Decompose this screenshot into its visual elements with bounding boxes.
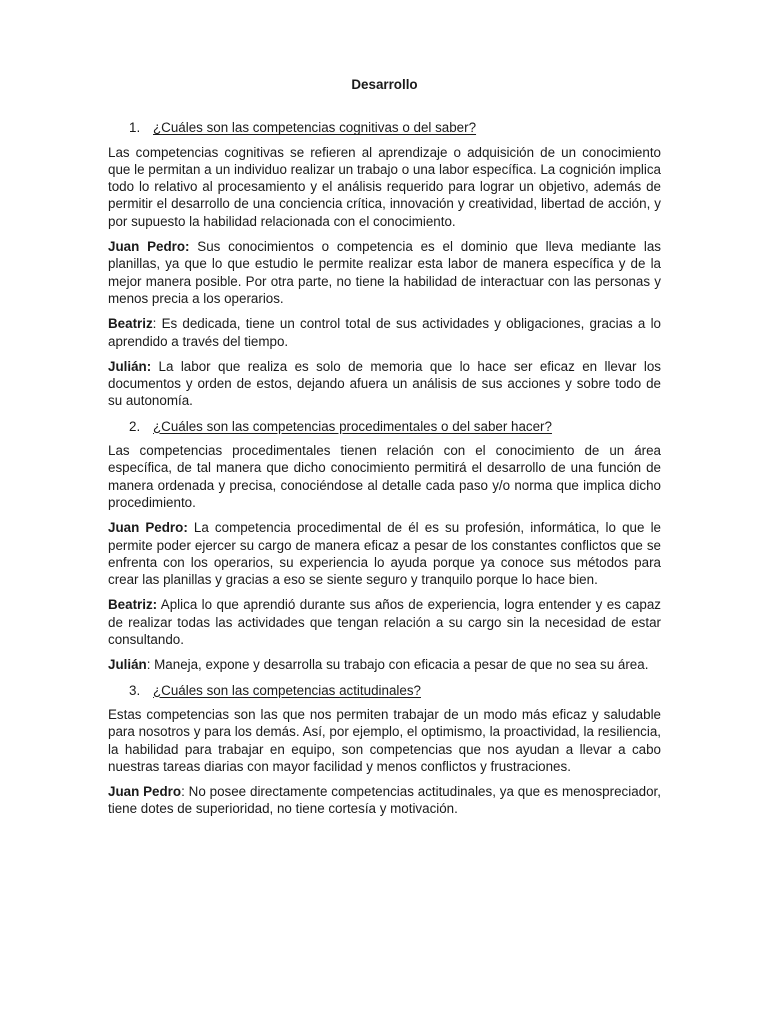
speaker-label: Juan Pedro: xyxy=(108,239,190,255)
question-text: ¿Cuáles son las competencias procedimentales o del saber hacer? xyxy=(153,418,552,434)
question-number: 2. xyxy=(129,418,141,434)
speaker-label: Juan Pedro xyxy=(108,784,182,800)
paragraph-text: Aplica lo que aprendió durante sus años de experiencia, logra entender y es capaz de realizar todas las actividades que tengan relación a su cargo sin la necesidad de estar consultando. xyxy=(108,597,661,648)
paragraph-text: La competencia procedimental de él es su profesión, informática, lo que le permite poder ejercer su cargo de manera eficaz a pesar de los constantes conflictos que se enfrenta con los operarios, su experiencia lo ayuda porque ya conoce sus métodos para crear las planillas y gracias a eso se siente seguro y tranquilo porque lo hace bien. xyxy=(108,520,661,588)
question-number: 3. xyxy=(129,682,141,698)
question-2 xyxy=(108,418,661,435)
question-1 xyxy=(108,119,661,136)
paragraph xyxy=(108,706,661,775)
question-text: ¿Cuáles son las competencias actitudinales? xyxy=(153,682,421,698)
paragraph-juan-pedro xyxy=(108,238,661,307)
paragraph-text: Las competencias procedimentales tienen relación con el conocimiento de un área específica, de tal manera que dicho conocimiento permitirá el desarrollo de una función de manera ordenada y precisa, conociéndose al detalle cada paso y/o norma que implica dicho procedimiento. xyxy=(108,443,661,510)
paragraph-beatriz xyxy=(108,596,661,648)
document-title: Desarrollo xyxy=(351,77,418,92)
question-text: ¿Cuáles son las competencias cognitivas o del saber? xyxy=(153,120,477,136)
question-number: 1. xyxy=(129,120,141,136)
speaker-label: Julián: xyxy=(108,358,152,374)
speaker-label: Beatriz: xyxy=(108,597,158,613)
question-3 xyxy=(108,682,661,699)
paragraph-text: La labor que realiza es solo de memoria que lo hace ser eficaz en llevar los documentos y orden de estos, dejando afuera un análisis de sus acciones y sobre todo de su autonomía. xyxy=(108,358,661,409)
document-page xyxy=(108,76,661,826)
speaker-label: Beatriz xyxy=(108,316,153,332)
paragraph-text: : Es dedicada, tiene un control total de sus actividades y obligaciones, gracias a lo aprendido a través del tiempo. xyxy=(108,316,661,349)
paragraph-beatriz xyxy=(108,315,661,350)
paragraph-juan-pedro xyxy=(108,519,661,588)
paragraph-julian xyxy=(108,656,661,673)
paragraph-text: : No posee directamente competencias actitudinales, ya que es menospreciador, tiene dotes de superioridad, no tiene cortesía y motivación. xyxy=(108,784,661,817)
speaker-label: Juan Pedro: xyxy=(108,520,188,536)
paragraph-text: Sus conocimientos o competencia es el dominio que lleva mediante las planillas, ya que lo que estudio le permite realizar esta labor de manera específica y de la mejor manera posible. Por otra parte, no tiene la habilidad de interactuar con las personas y menos precia a los operarios. xyxy=(108,239,661,306)
paragraph-text: Estas competencias son las que nos permiten trabajar de un modo más eficaz y saludable para nosotros y para los demás. Así, por ejemplo, el optimismo, la proactividad, la resiliencia, la habilidad para trabajar en equipo, son competencias que nos ayudan a llevar a cabo nuestras tareas diarias con mayor facilidad y menos conflictos y frustraciones. xyxy=(108,706,661,774)
paragraph-text: Las competencias cognitivas se refieren al aprendizaje o adquisición de un conocimiento que le permitan a un individuo realizar un trabajo o una labor específica. La cognición implica todo lo relativo al procesamiento y el análisis requerido para lograr un objetivo, además de permitir el desarrollo de una conciencia crítica, innovación y creatividad, libertad de acción, y por supuesto la habilidad relacionada con el conocimiento. xyxy=(108,144,661,229)
paragraph-julian xyxy=(108,358,661,410)
paragraph-text: : Maneja, expone y desarrolla su trabajo con eficacia a pesar de que no sea su área. xyxy=(146,657,649,673)
paragraph-juan-pedro xyxy=(108,783,661,818)
paragraph xyxy=(108,442,661,511)
speaker-label: Julián xyxy=(108,657,147,673)
paragraph xyxy=(108,144,661,230)
